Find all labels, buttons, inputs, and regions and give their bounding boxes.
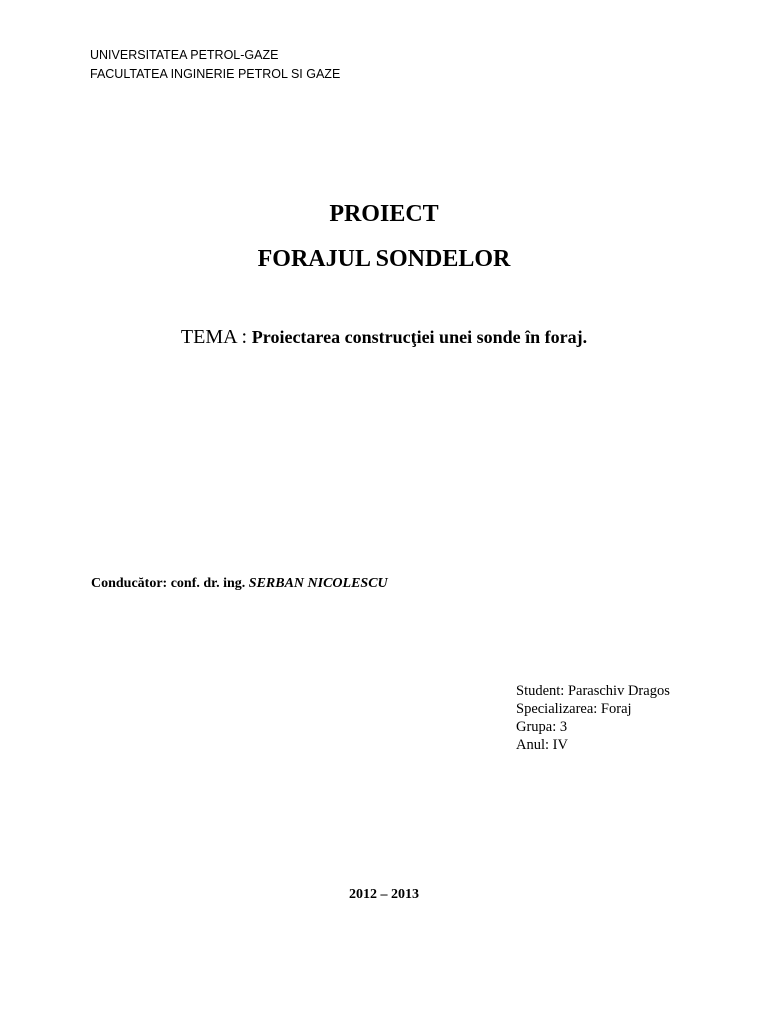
project-theme bbox=[0, 326, 768, 349]
student-year: Anul: IV bbox=[516, 737, 568, 753]
student-specialization: Specializarea: Foraj bbox=[516, 701, 632, 717]
student-name: Student: Paraschiv Dragos bbox=[516, 683, 670, 699]
university-name: UNIVERSITATEA PETROL-GAZE bbox=[90, 48, 279, 62]
coordinator-line bbox=[91, 576, 388, 592]
academic-year: 2012 – 2013 bbox=[349, 887, 419, 902]
project-subject: FORAJUL SONDELOR bbox=[257, 246, 511, 272]
faculty-name: FACULTATEA INGINERIE PETROL SI GAZE bbox=[90, 67, 341, 81]
project-title: PROIECT bbox=[329, 201, 439, 227]
student-info bbox=[516, 682, 670, 754]
theme-text: Proiectarea construcţiei unei sonde în foraj. bbox=[251, 327, 588, 347]
theme-label: TEMA : bbox=[180, 326, 248, 348]
coordinator-label: Conducător: conf. dr. ing. bbox=[91, 576, 246, 591]
coordinator-name: SERBAN NICOLESCU bbox=[248, 576, 388, 591]
institution-header bbox=[90, 46, 340, 84]
student-group: Grupa: 3 bbox=[516, 719, 568, 735]
